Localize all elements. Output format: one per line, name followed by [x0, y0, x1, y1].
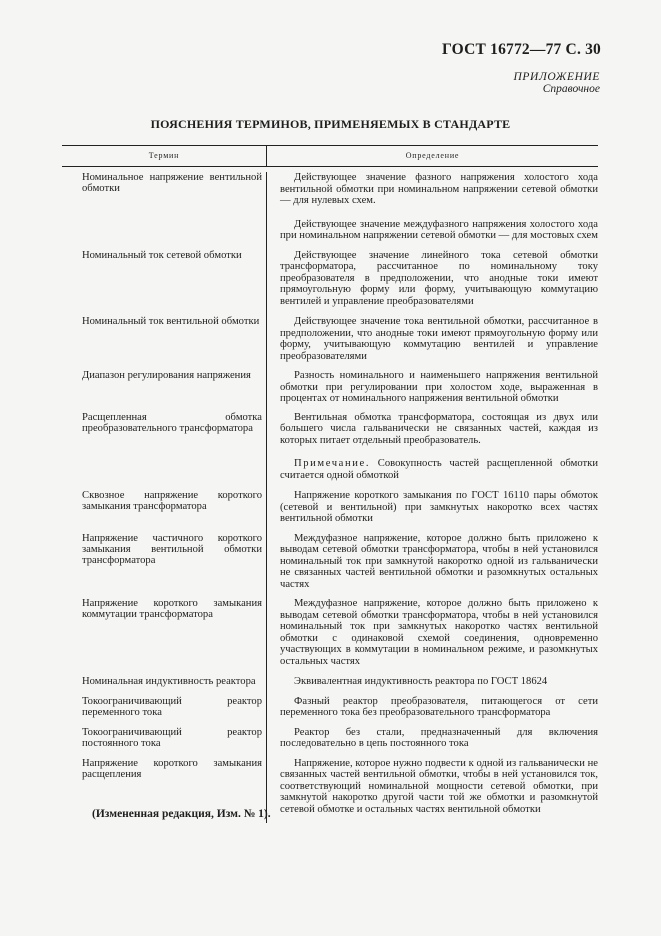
table-row: [62, 370, 598, 405]
definition-cell: Эквивалентная индуктивность реактора по ГОСТ 18624: [294, 676, 548, 687]
term-cell: [82, 219, 266, 242]
table-row: [62, 219, 598, 242]
table-row: [62, 676, 598, 688]
definition-cell: Реактор без стали, предназначенный для включения последовательно в цепь постоянного тока: [280, 726, 598, 749]
term-cell: Номинальная индуктивность реактора: [82, 676, 256, 687]
definition-cell: Действующее значение фазного напряжения холостого хода вентильной обмотки при номинальном напряжении сетевой обмотки — для нулевых схем.: [280, 172, 598, 206]
page-title: ПОЯСНЕНИЯ ТЕРМИНОВ, ПРИМЕНЯЕМЫХ В СТАНДАРТЕ: [150, 117, 511, 131]
definition-cell: Разность номинального и наименьшего напряжения вентильной обмотки при регулировании при холостом ходе, выраженная в процентах от номинального напряжения вентильной обмотки: [280, 370, 598, 404]
term-cell: Напряжение частичного короткого замыкания вентильной обмотки трансформатора: [82, 532, 262, 566]
note-label: Примечание.: [294, 458, 371, 469]
appendix-type: Справочное: [542, 83, 600, 95]
note-cell: [280, 458, 598, 481]
table-header: [62, 146, 598, 167]
term-cell: Напряжение короткого замыкания расщепления: [82, 757, 262, 780]
column-divider: [266, 172, 267, 823]
definition-cell: Действующее значение линейного тока сетевой обмотки трансформатора, рассчитанное по номинальному току преобразователя в предположении, что анодные токи имеют прямоугольную форму или форму, учитывающую коммутацию вентилей и управление преобразователями: [280, 249, 598, 307]
table-row: [62, 316, 598, 362]
table-row: [62, 250, 598, 308]
table-row: [62, 727, 598, 750]
term-cell: Токоограничивающий реактор постоянного тока: [82, 726, 262, 749]
term-cell: Номинальное напряжение вентильной обмотки: [82, 172, 262, 194]
term-cell: Номинальный ток вентильной обмотки: [82, 316, 260, 327]
term-cell: Напряжение короткого замыкания коммутации трансформатора: [82, 598, 262, 620]
revision-note: (Измененная редакция, Изм. № 1).: [92, 808, 271, 820]
document-code: ГОСТ 16772—77 С. 30: [442, 41, 601, 58]
term-cell: Расщепленная обмотка преобразовательного трансформатора: [82, 411, 262, 434]
table-row: [62, 172, 598, 207]
appendix-block: [514, 71, 600, 95]
column-header-definition: Определение: [405, 151, 460, 160]
terms-table: [62, 145, 598, 815]
term-cell: Сквозное напряжение короткого замыкания трансформатора: [82, 490, 262, 512]
definition-cell: Фазный реактор преобразователя, питающегося от сети переменного тока без преобразовательного трансформатора: [280, 695, 598, 718]
column-header-term: Термин: [62, 146, 267, 166]
definition-cell: Напряжение, которое нужно подвести к одной из гальванически не связанных частей вентильной обмотки, чтобы в ней установился ток, соответствующий номинальной мощности сетевой обмотки, при замкнутой накоротко другой части той же обмотки и разомкнутой сетевой обмотке и остальных частях вентильной обмотки: [280, 757, 598, 815]
term-cell: Диапазон регулирования напряжения: [82, 370, 251, 381]
term-cell: Номинальный ток сетевой обмотки: [82, 249, 242, 261]
definition-cell: Вентильная обмотка трансформатора, состоящая из двух или большего числа гальванически не связанных частей, каждая из которых питает отдельный преобразователь.: [280, 411, 598, 446]
definition-cell: Напряжение короткого замыкания по ГОСТ 16110 пары обмоток (сетевой и вентильной) при замкнутых накоротко всех частях вентильной обмотки: [280, 490, 598, 524]
term-cell: [82, 458, 266, 481]
definition-cell: Действующее значение междуфазного напряжения холостого хода при номинальном напряжении сетевой обмотки — для мостовых схем: [280, 218, 598, 241]
appendix-label: ПРИЛОЖЕНИЕ: [513, 71, 600, 83]
table-body: [62, 172, 598, 815]
definition-cell: Действующее значение тока вентильной обмотки, рассчитанное в предположении, что анодные токи имеют прямоугольную форму или форму, учитывающую коммутацию вентилей и управление преобразователями: [280, 316, 598, 362]
table-row: [62, 412, 598, 447]
definition-cell: Междуфазное напряжение, которое должно быть приложено к выводам сетевой обмотки трансформатора, чтобы в ней установился номинальный ток при замкнутых накоротко частях вентильной обмотки с одинаковой схемой соединения, одновременно участвующих в коммутации в номинальном режиме, и разомкнутых остальных частях: [280, 598, 598, 667]
table-row: [62, 458, 598, 481]
table-row: [62, 598, 598, 667]
term-cell: Токоограничивающий реактор переменного тока: [82, 695, 262, 718]
table-row: [62, 533, 598, 591]
definition-cell: Междуфазное напряжение, которое должно быть приложено к выводам сетевой обмотки трансформатора, чтобы в ней установился номинальный ток при замкнутой накоротко одной из гальванически не связанных частей вентильной обмотки и разомкнутых остальных частях: [280, 532, 598, 590]
table-row: [62, 696, 598, 719]
note-text: Совокупность частей расщепленной обмотки считается одной обмоткой: [280, 458, 598, 481]
table-row: [62, 490, 598, 525]
table-row: [62, 758, 598, 816]
